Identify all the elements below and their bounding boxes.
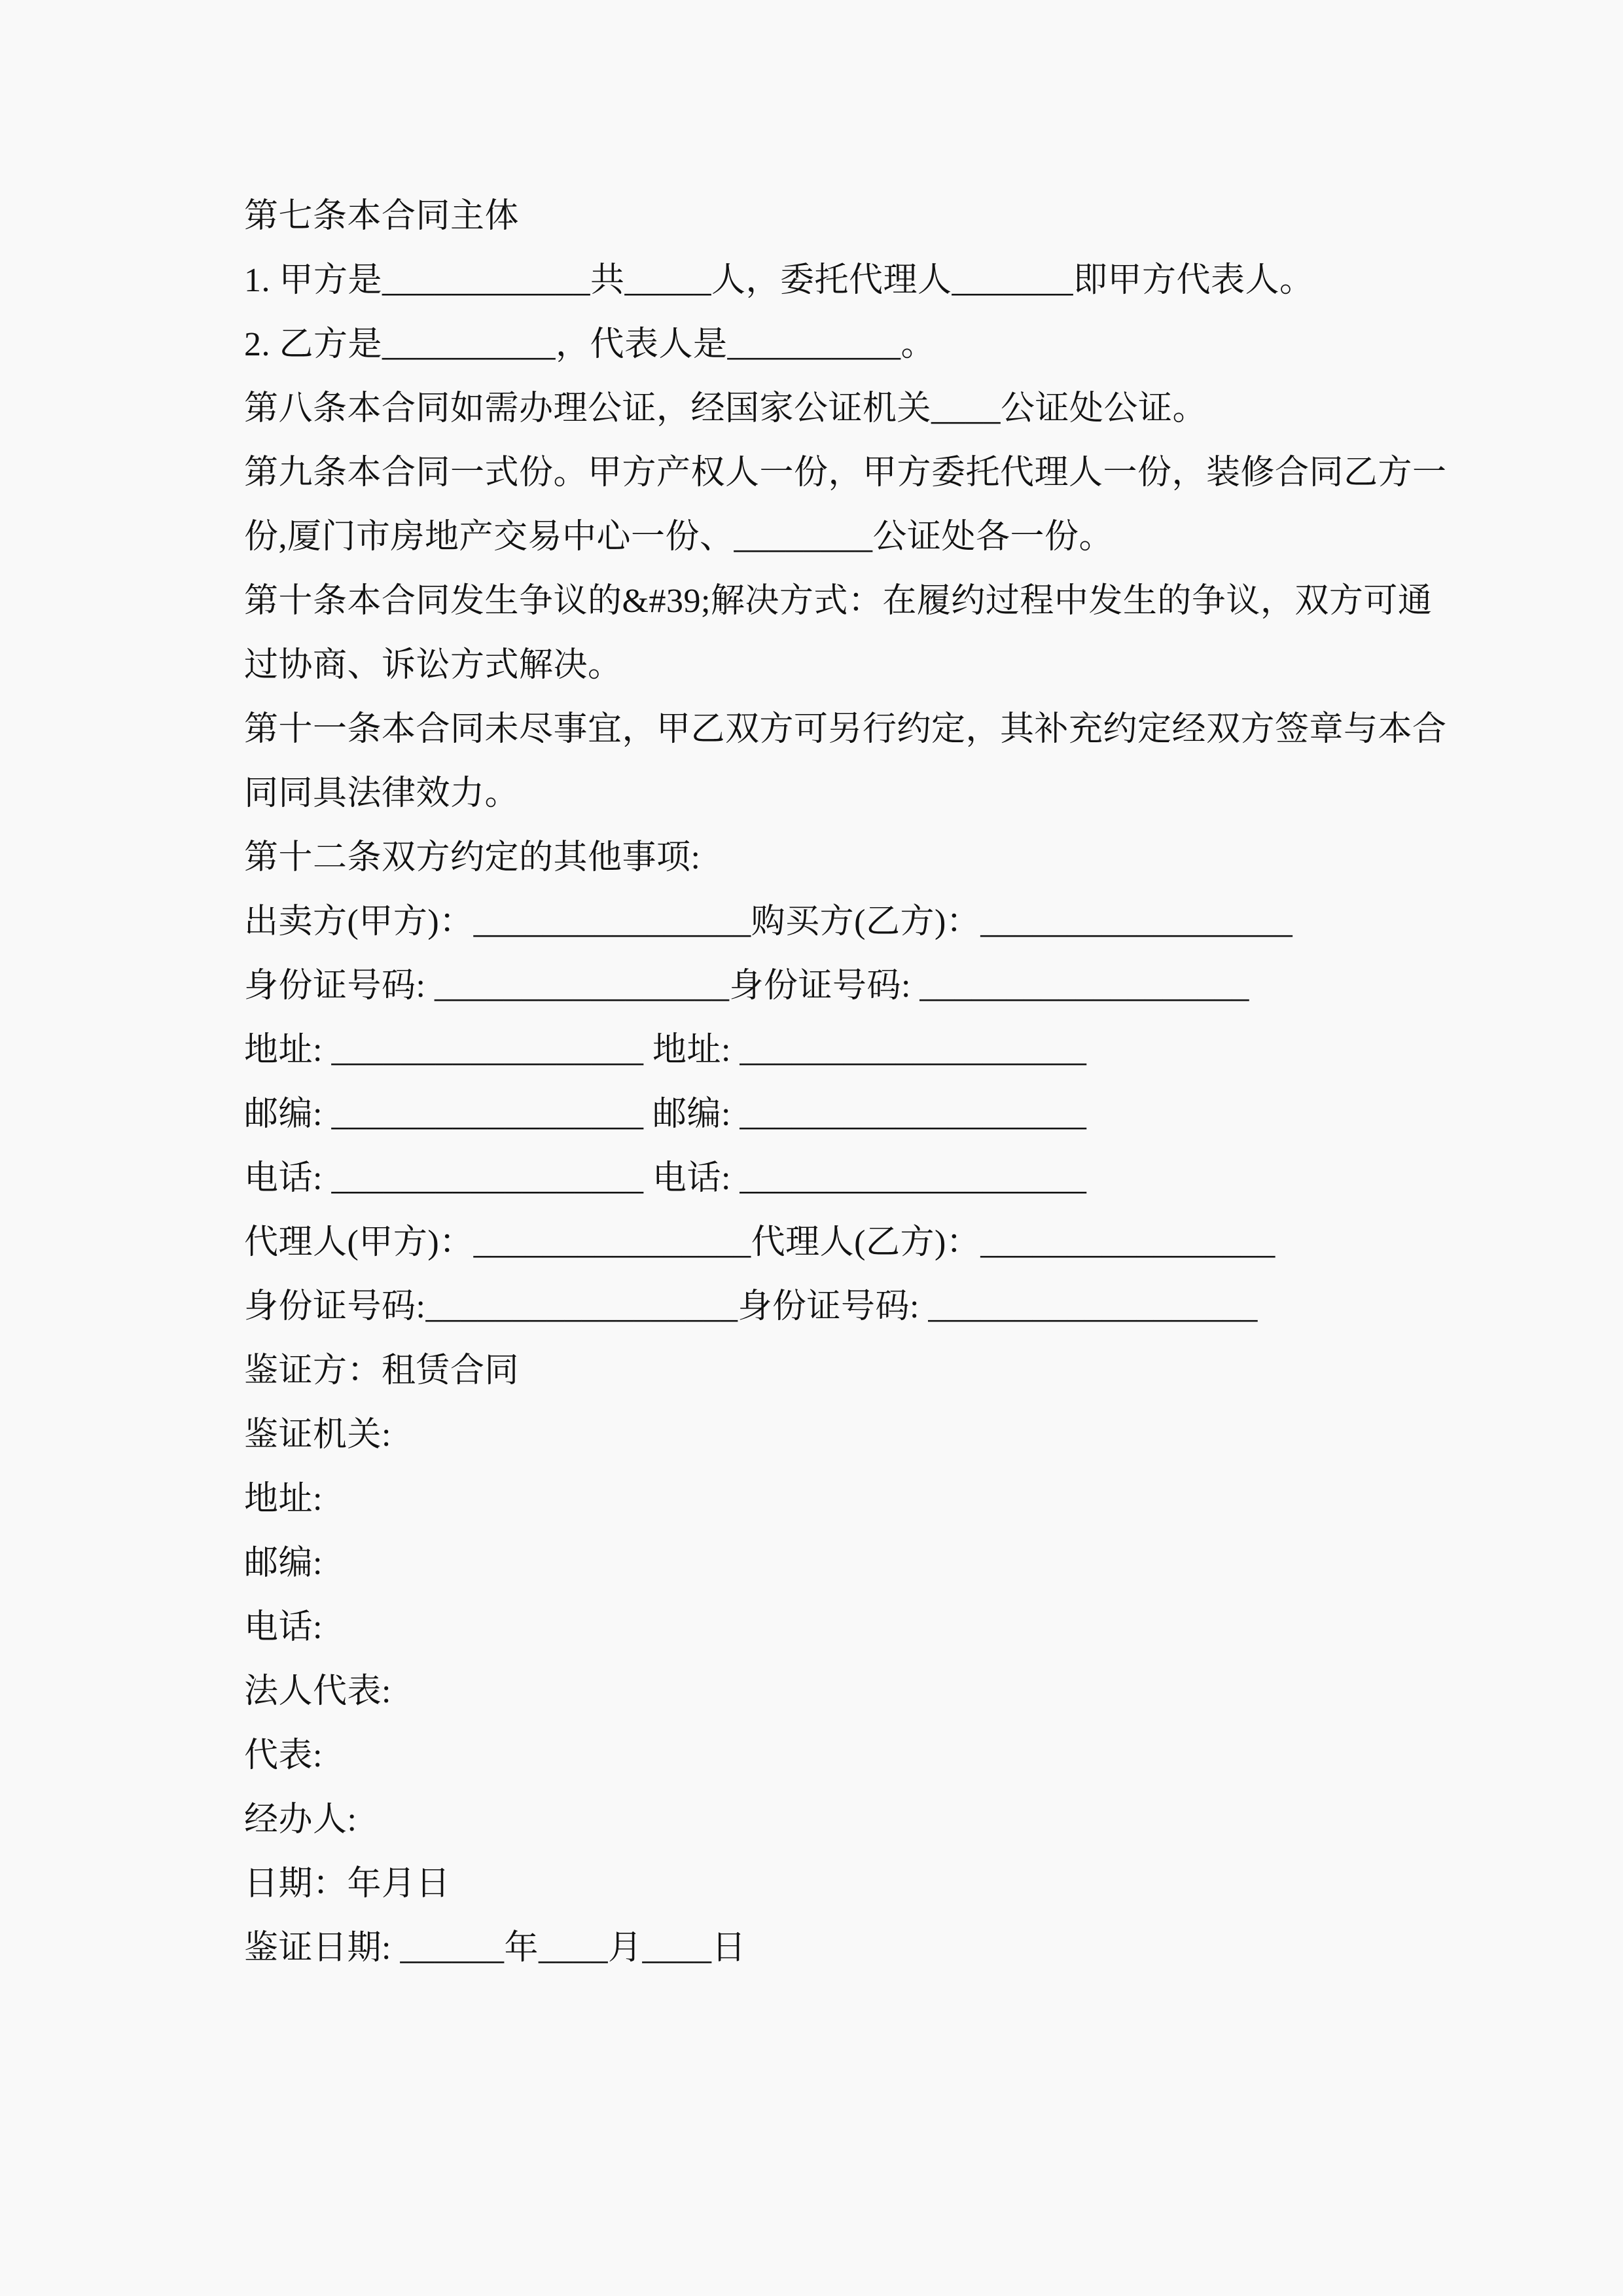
line-postcode-single: 邮编: [244, 1545, 323, 1582]
line-attestor: 鉴证方：租赁合同 [244, 1352, 520, 1390]
line-party-b: 2. 乙方是__________，代表人是__________。 [244, 326, 936, 363]
line-article-9-part1: 第九条本合同一式份。甲方产权人一份，甲方委托代理人一份，装修合同乙方一 [244, 454, 1447, 492]
line-party-a: 1. 甲方是____________共_____人，委托代理人_______即甲方代表人。 [244, 262, 1314, 299]
line-postcode-pair: 邮编: __________________ 邮编: ____________________ [244, 1096, 1087, 1133]
line-handler: 经办人: [244, 1801, 357, 1839]
line-phone-pair: 电话: __________________ 电话: ____________________ [244, 1160, 1087, 1197]
line-agents: 代理人(甲方)：________________代理人(乙方)：_________________ [244, 1224, 1275, 1261]
line-representative: 代表: [244, 1737, 323, 1774]
line-address-pair: 地址: __________________ 地址: ____________________ [244, 1031, 1087, 1069]
line-article-11-part1: 第十一条本合同未尽事宜，甲乙双方可另行约定，其补充约定经双方签章与本合 [244, 711, 1447, 748]
line-phone-single: 电话: [244, 1609, 323, 1646]
line-seller-buyer: 出卖方(甲方)：________________购买方(乙方)：__________________ [244, 903, 1293, 941]
line-id-numbers-1: 身份证号码: _________________身份证号码: ___________________ [244, 967, 1249, 1005]
line-legal-representative: 法人代表: [244, 1673, 391, 1710]
line-article-8: 第八条本合同如需办理公证，经国家公证机关____公证处公证。 [244, 390, 1207, 427]
line-article-10-part1: 第十条本合同发生争议的&#39;解决方式：在履约过程中发生的争议，双方可通 [244, 583, 1433, 620]
line-date: 日期：年月日 [244, 1865, 451, 1903]
line-article-9-part2: 份,厦门市房地产交易中心一份、________公证处各一份。 [244, 518, 1114, 556]
line-article-7-title: 第七条本合同主体 [244, 198, 520, 235]
line-id-numbers-2: 身份证号码:__________________身份证号码: ___________________ [244, 1288, 1258, 1325]
line-article-11-part2: 同同具法律效力。 [244, 775, 520, 812]
line-attesting-authority: 鉴证机关: [244, 1416, 391, 1454]
line-attest-date: 鉴证日期: ______年____月____日 [244, 1929, 746, 1967]
line-address-single: 地址: [244, 1480, 323, 1518]
line-article-10-part2: 过协商、诉讼方式解决。 [244, 647, 622, 684]
contract-body [244, 185, 1468, 1981]
line-article-12: 第十二条双方约定的其他事项: [244, 839, 701, 876]
